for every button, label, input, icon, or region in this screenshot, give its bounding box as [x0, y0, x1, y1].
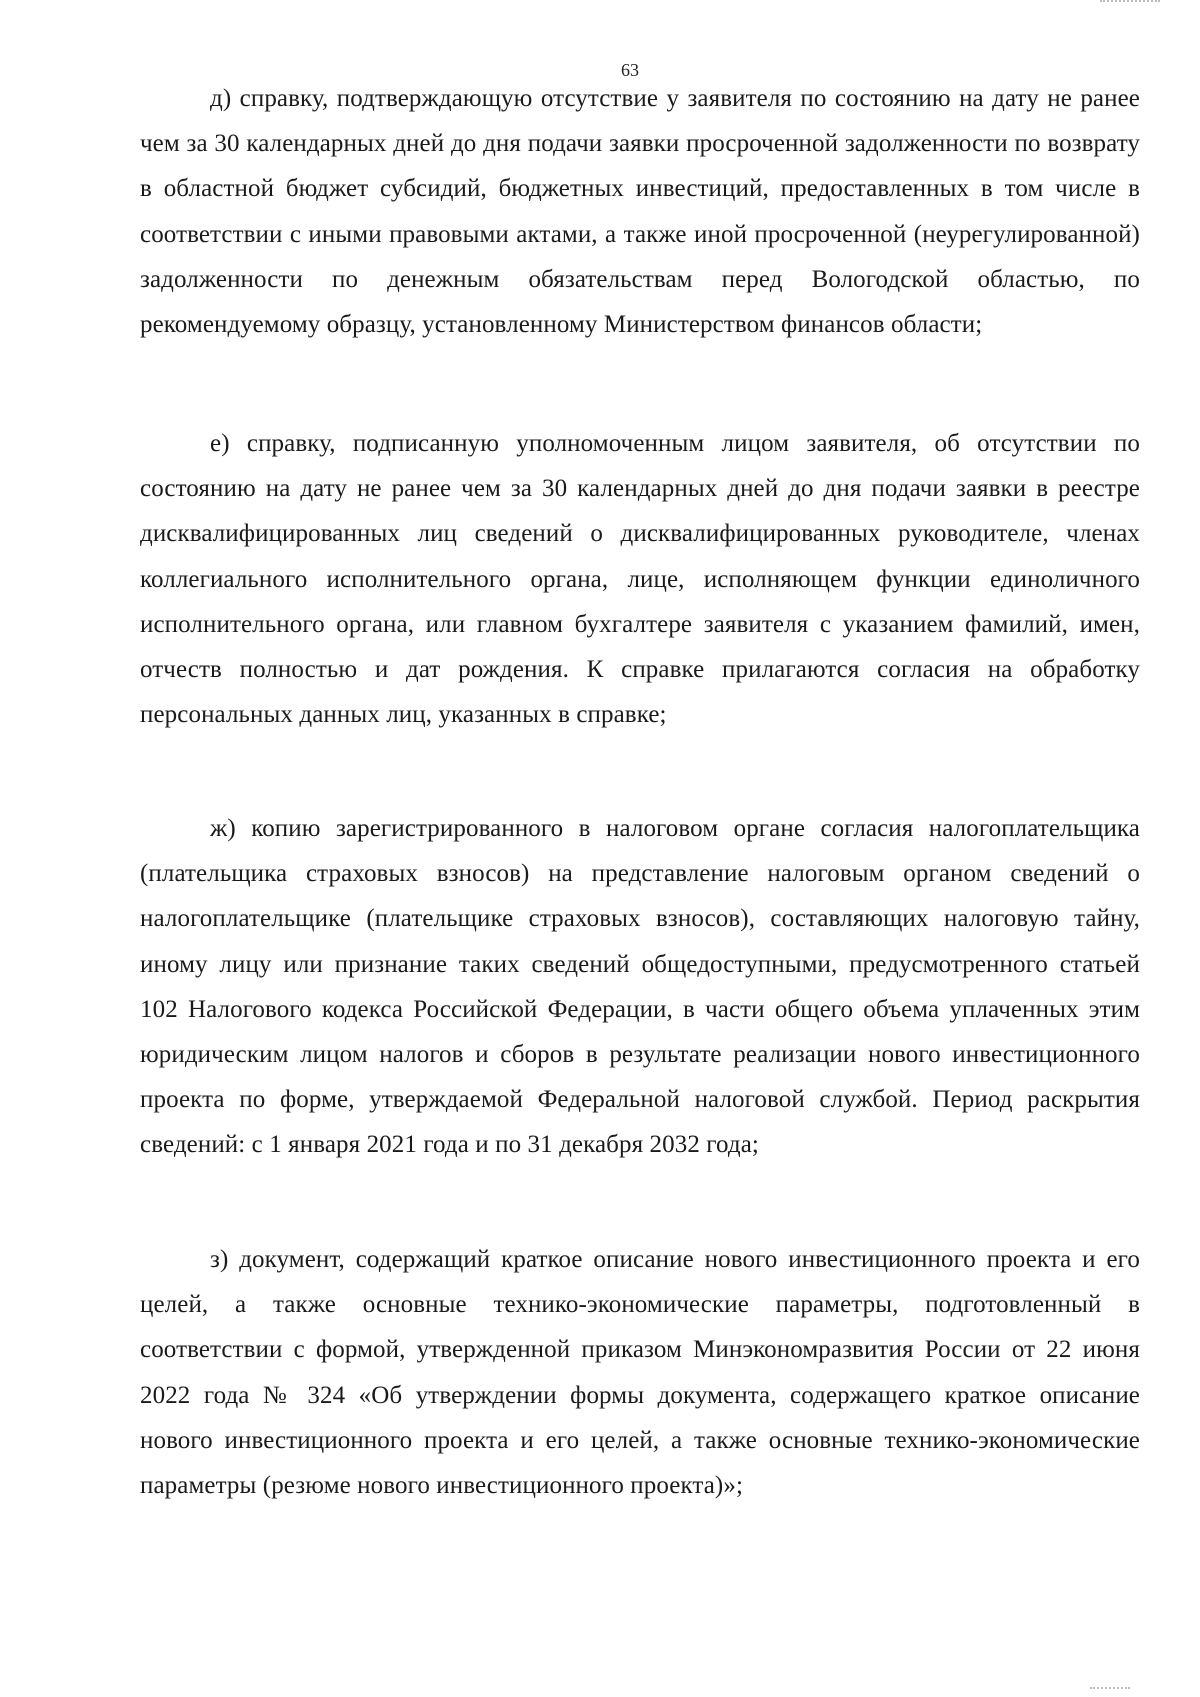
- scan-artifact: [1100, 0, 1160, 6]
- paragraph-e: е) справку, подписанную уполномоченным лицом заявителя, об отсутствии по состоянию на дату не ранее чем за 30 календарных дней до дня подачи заявки в реестре дисквалифицированных лиц сведений о дисквалифицированных руководителе, членах коллегиального исполнительного органа, лице, исполняющем функции единоличного исполнительного органа, или главном бухгалтере заявителя с указанием фамилий, имен, отчеств полностью и дат рождения. К справке прилагаются согласия на обработку персональных данных лиц, указанных в справке;: [140, 430, 1140, 729]
- paragraph-zh: ж) копию зарегистрированного в налоговом органе согласия налогоплательщика (плательщика страховых взносов) на представление налоговым органом сведений о налогоплательщике (плательщике страховых взносов), составляющих налоговую тайну, иному лицу или признание таких сведений общедоступными, предусмотренного статьей 102 Налогового кодекса Российской Федерации, в части общего объема уплаченных этим юридическим лицом налогов и сборов в результате реализации нового инвестиционного проекта по форме, утверждаемой Федеральной налоговой службой. Период раскрытия сведений: с 1 января 2021 года и по 31 декабря 2032 года;: [140, 815, 1140, 1159]
- page-number: 63: [621, 60, 639, 80]
- paragraph-d: д) справку, подтверждающую отсутствие у заявителя по состоянию на дату не ранее чем за 30 календарных дней до дня подачи заявки просроченной задолженности по возврату в областной бюджет субсидий, бюджетных инвестиций, предоставленных в том числе в соответствии с иными правовыми актами, а также иной просроченной (неурегулированной) задолженности по денежным обязательствам перед Вологодской областью, по рекомендуемому образцу, установленному Министерством финансов области;: [140, 85, 1140, 339]
- scan-artifact: [1090, 1687, 1130, 1693]
- paragraph-z: з) документ, содержащий краткое описание нового инвестиционного проекта и его целей, а также основные технико-экономические параметры, подготовленный в соответствии с формой, утвержденной приказом Минэкономразвития России от 22 июня 2022 года № 324 «Об утверждении формы документа, содержащего краткое описание нового инвестиционного проекта и его целей, а также основные технико-экономические параметры (резюме нового инвестиционного проекта)»;: [140, 1246, 1140, 1500]
